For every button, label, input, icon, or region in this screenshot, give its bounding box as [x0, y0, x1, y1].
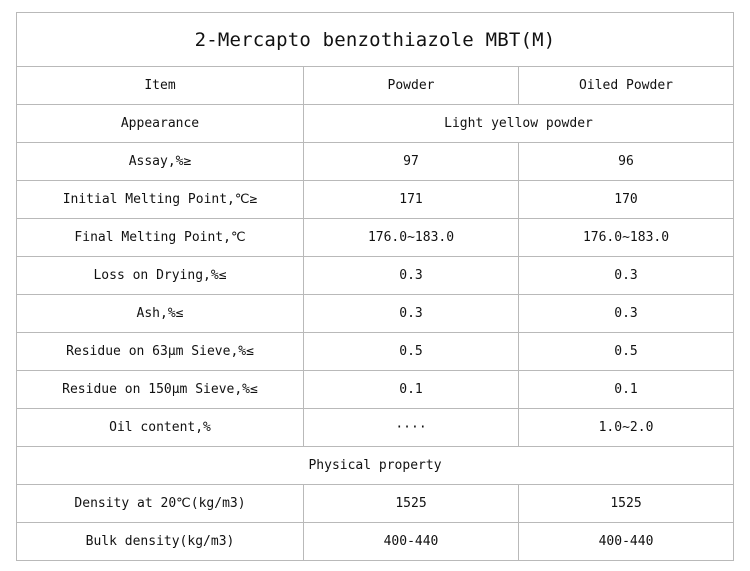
row-label: Ash,%≤	[17, 295, 304, 333]
oiled-value: 0.1	[519, 371, 734, 409]
appearance-row	[17, 105, 734, 143]
appearance-label: Appearance	[17, 105, 304, 143]
powder-value: 400-440	[304, 523, 519, 561]
row-label: Residue on 63μm Sieve,%≤	[17, 333, 304, 371]
powder-value: 1525	[304, 485, 519, 523]
row-label: Loss on Drying,%≤	[17, 257, 304, 295]
oiled-value: 170	[519, 181, 734, 219]
table-row	[17, 333, 734, 371]
header-row	[17, 67, 734, 105]
table-row	[17, 523, 734, 561]
row-label: Final Melting Point,℃	[17, 219, 304, 257]
table-row	[17, 143, 734, 181]
powder-value: ····	[304, 409, 519, 447]
row-label: Assay,%≥	[17, 143, 304, 181]
oiled-value: 0.5	[519, 333, 734, 371]
table-row	[17, 181, 734, 219]
appearance-value: Light yellow powder	[304, 105, 734, 143]
powder-value: 176.0~183.0	[304, 219, 519, 257]
table-title: 2-Mercapto benzothiazole MBT(M)	[17, 13, 734, 67]
powder-value: 0.3	[304, 257, 519, 295]
header-oiled-powder: Oiled Powder	[519, 67, 734, 105]
title-row	[17, 13, 734, 67]
table-row	[17, 219, 734, 257]
oiled-value: 0.3	[519, 257, 734, 295]
row-label: Residue on 150μm Sieve,%≤	[17, 371, 304, 409]
header-powder: Powder	[304, 67, 519, 105]
powder-value: 97	[304, 143, 519, 181]
powder-value: 171	[304, 181, 519, 219]
powder-value: 0.3	[304, 295, 519, 333]
row-label: Oil content,%	[17, 409, 304, 447]
physical-property-row	[17, 447, 734, 485]
row-label: Initial Melting Point,℃≥	[17, 181, 304, 219]
table-row	[17, 257, 734, 295]
powder-value: 0.1	[304, 371, 519, 409]
oiled-value: 400-440	[519, 523, 734, 561]
oiled-value: 1525	[519, 485, 734, 523]
oiled-value: 176.0~183.0	[519, 219, 734, 257]
oiled-value: 96	[519, 143, 734, 181]
physical-property-heading: Physical property	[17, 447, 734, 485]
row-label: Density at 20℃(kg/m3)	[17, 485, 304, 523]
oiled-value: 1.0~2.0	[519, 409, 734, 447]
row-label: Bulk density(kg/m3)	[17, 523, 304, 561]
specification-table	[16, 12, 734, 561]
powder-value: 0.5	[304, 333, 519, 371]
table-row	[17, 485, 734, 523]
table-row	[17, 295, 734, 333]
header-item: Item	[17, 67, 304, 105]
table-row	[17, 371, 734, 409]
oiled-value: 0.3	[519, 295, 734, 333]
table-row	[17, 409, 734, 447]
